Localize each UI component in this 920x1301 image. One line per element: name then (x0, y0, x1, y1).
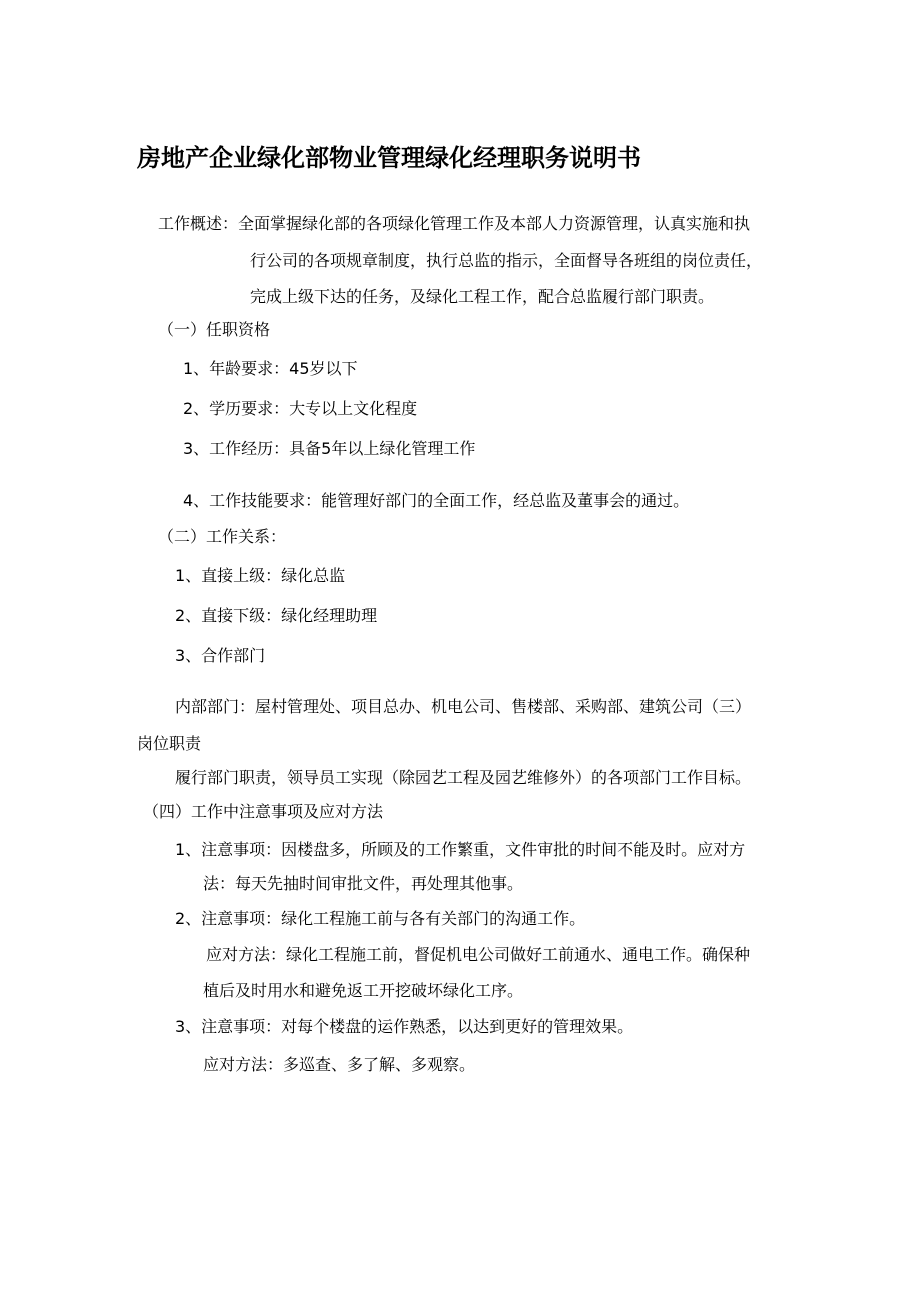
section-1-heading: （一）任职资格 (158, 320, 271, 339)
qualification-item: 2、学历要求：大专以上文化程度 (183, 399, 418, 418)
section-2-heading: （二）工作关系： (158, 527, 287, 546)
overview-line-2: 行公司的各项规章制度，执行总监的指示，全面督导各班组的岗位责任， (250, 251, 763, 270)
relation-item: 1、直接上级：绿化总监 (175, 566, 346, 585)
qualification-item: 3、工作经历：具备5年以上绿化管理工作 (183, 439, 476, 458)
relation-item: 2、直接下级：绿化经理助理 (175, 606, 378, 625)
note-item-2-line-1: 2、注意事项：绿化工程施工前与各有关部门的沟通工作。 (175, 909, 586, 928)
overview-line-3: 完成上级下达的任务，及绿化工程工作，配合总监履行部门职责。 (250, 287, 715, 306)
qualification-item: 4、工作技能要求：能管理好部门的全面工作，经总监及董事会的通过。 (183, 491, 690, 510)
note-item-1-line-2: 法：每天先抽时间审批文件，再处理其他事。 (203, 874, 524, 893)
note-item-2-line-3: 植后及时用水和避免返工开挖破坏绿化工序。 (203, 981, 524, 1000)
qualification-item: 1、年龄要求：45岁以下 (183, 359, 358, 378)
section-4-heading: （四）工作中注意事项及应对方法 (143, 802, 384, 821)
section-3-text: 履行部门职责，领导员工实现（除园艺工程及园艺维修外）的各项部门工作目标。 (175, 768, 752, 787)
section-3-heading: 岗位职责 (137, 734, 202, 753)
overview-line-1: 工作概述：全面掌握绿化部的各项绿化管理工作及本部人力资源管理，认真实施和执 (158, 214, 751, 233)
note-item-3-line-2: 应对方法：多巡查、多了解、多观察。 (203, 1055, 476, 1074)
note-item-1-line-1: 1、注意事项：因楼盘多，所顾及的工作繁重，文件审批的时间不能及时。应对方 (175, 840, 746, 859)
relation-item: 3、合作部门 (175, 646, 266, 665)
internal-departments-line: 内部部门：屋村管理处、项目总办、机电公司、售楼部、采购部、建筑公司（三） (175, 697, 752, 716)
note-item-2-line-2: 应对方法：绿化工程施工前，督促机电公司做好工前通水、通电工作。确保种 (206, 945, 751, 964)
note-item-3-line-1: 3、注意事项：对每个楼盘的运作熟悉，以达到更好的管理效果。 (175, 1017, 634, 1036)
page-title: 房地产企业绿化部物业管理绿化经理职务说明书 (137, 144, 641, 172)
